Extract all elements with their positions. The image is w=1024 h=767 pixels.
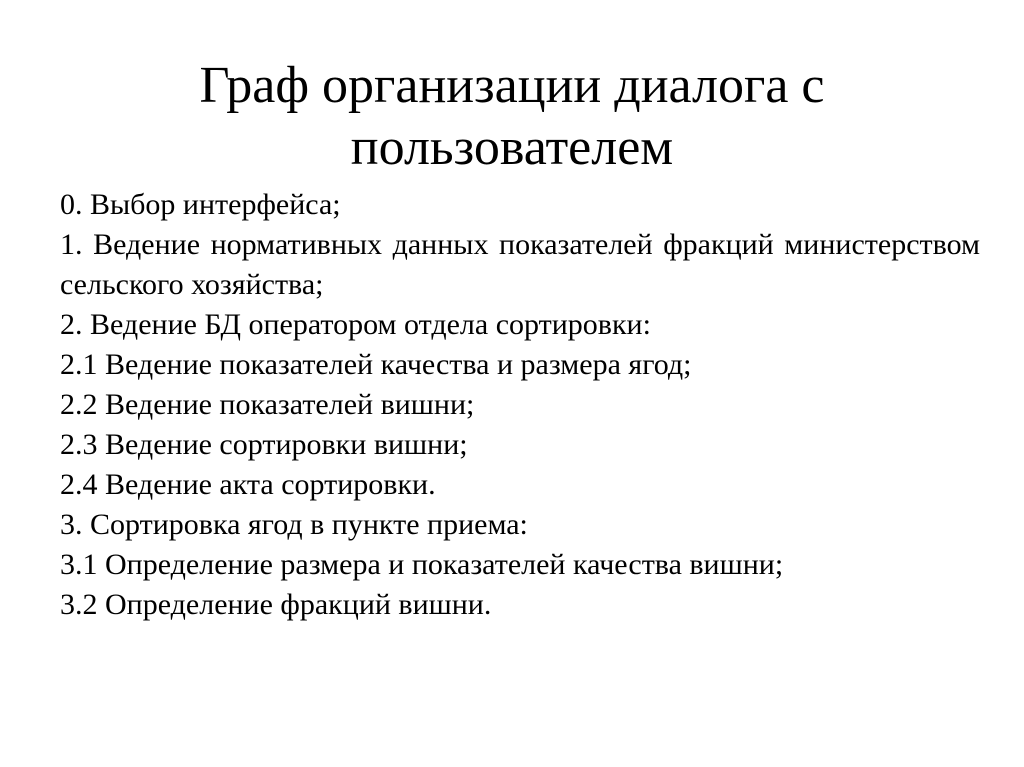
slide-body-list bbox=[60, 185, 980, 625]
list-item: 3. Сортировка ягод в пункте приема: bbox=[60, 508, 528, 541]
list-item: 3.2 Определение фракций вишни. bbox=[60, 588, 492, 621]
list-item: 0. Выбор интерфейса; bbox=[60, 188, 341, 221]
list-item: 2. Ведение БД оператором отдела сортировки: bbox=[60, 308, 651, 341]
list-item: 1. Ведение нормативных данных показателей фракций министерством сельского хозяйства; bbox=[60, 228, 980, 301]
list-item: 2.3 Ведение сортировки вишни; bbox=[60, 428, 468, 461]
slide-title: Граф организации диалога с пользователем bbox=[199, 57, 825, 176]
list-item: 2.1 Ведение показателей качества и размера ягод; bbox=[60, 348, 692, 381]
list-item: 3.1 Определение размера и показателей качества вишни; bbox=[60, 548, 784, 581]
list-item: 2.4 Ведение акта сортировки. bbox=[60, 468, 436, 501]
list-item: 2.2 Ведение показателей вишни; bbox=[60, 388, 475, 421]
